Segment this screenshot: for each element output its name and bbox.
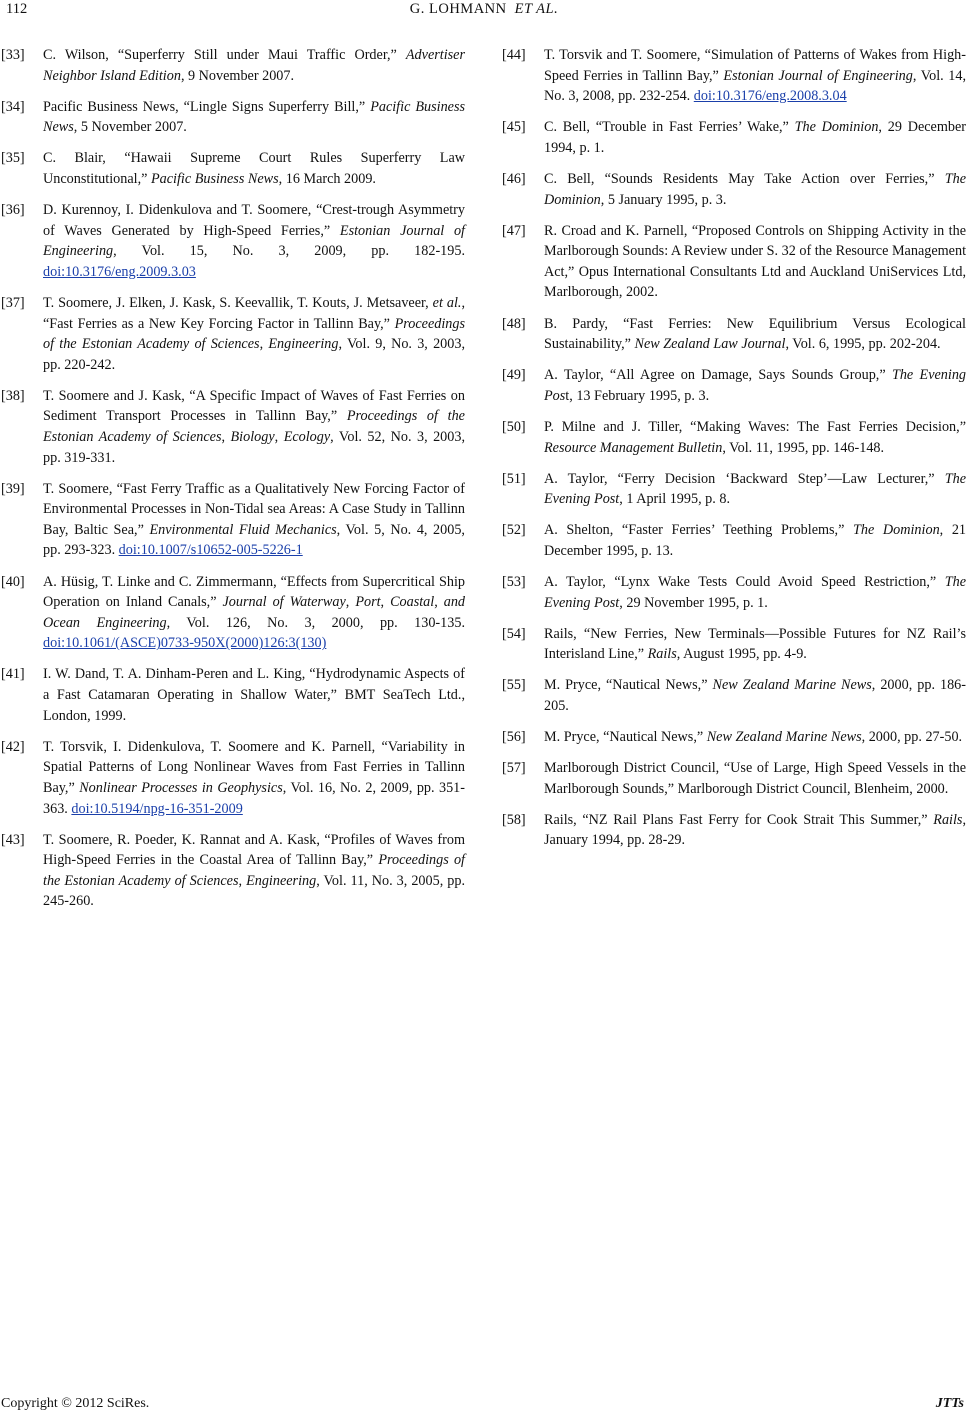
- reference-segment: , 21 December 1995, p. 13.: [544, 522, 966, 559]
- reference-segment: I. W. Dand, T. A. Dinham-Peren and L. King, “Hydrodynamic Aspects of a Fast Catamaran Operating in Shallow Water,” BMT SeaTech Ltd., London, 1999.: [43, 666, 465, 724]
- reference-segment: R. Croad and K. Parnell, “Proposed Controls on Shipping Activity in the Marlborough Sounds: A Review under S. 32 of the Resource Management Act,” Opus International Consultants Ltd and Auckland UniServices Ltd, Marlborough, 2002.: [544, 222, 967, 301]
- reference-italic-title: Pacific Business News: [43, 98, 465, 136]
- reference-segment: , Vol. 5, No. 4, 2005, pp. 293-323.: [43, 521, 465, 559]
- reference-italic-title: Proceedings of the Estonian Academy of Sciences: [43, 852, 465, 889]
- reference-italic-title: The Dominion: [544, 170, 966, 208]
- reference-italic-title: The Dominion: [853, 522, 940, 539]
- reference-segment: C. Wilson, “Superferry Still under Maui Traffic Order,”: [43, 47, 406, 63]
- reference-number: [54]: [502, 625, 526, 642]
- page-number: 112: [6, 1, 28, 17]
- reference-text: [544, 365, 966, 406]
- reference-entry: [1, 148, 465, 189]
- reference-segment: A. Shelton, “Faster Ferries’ Teething Problems,”: [544, 522, 854, 539]
- reference-segment: , Vol. 126, No. 3, 2000, pp. 130-135.: [166, 614, 465, 631]
- reference-segment: , Vol. 52, No. 3, 2003, pp. 319-331.: [43, 429, 466, 466]
- reference-segment: ,: [221, 429, 231, 445]
- reference-italic-title: Rails: [933, 811, 963, 828]
- reference-entry: [1, 293, 465, 375]
- reference-text: [43, 479, 465, 561]
- reference-text: [544, 810, 966, 851]
- reference-text: [544, 117, 966, 158]
- reference-entry: [502, 221, 966, 303]
- reference-entry: [502, 758, 966, 799]
- reference-segment: , Vol. 14, No. 3, 2008, pp. 232-254.: [544, 67, 966, 105]
- reference-italic-title: Ecology: [283, 429, 331, 445]
- reference-segment: T. Torsvik and T. Soomere, “Simulation of Patterns of Wakes from High-Speed Ferries in Tallinn Bay,”: [544, 47, 966, 84]
- reference-italic-title: Pacific Business News: [150, 170, 279, 187]
- reference-segment: Rails, “New Ferries, New Terminals—Possible Futures for NZ Rail’s Interisland Line,”: [544, 625, 966, 663]
- reference-segment: , August 1995, pp. 4-9.: [676, 646, 807, 663]
- reference-number: [47]: [502, 222, 526, 239]
- running-head-etal: ET AL.: [514, 1, 559, 17]
- reference-italic-title: The Dominion: [794, 119, 879, 136]
- reference-segment: C. Blair, “Hawaii Supreme Court Rules Superferry Law Unconstitutional,”: [43, 150, 465, 187]
- reference-segment: A. Taylor, “Lynx Wake Tests Could Avoid Speed Restriction,”: [544, 573, 945, 590]
- reference-entry: [502, 314, 966, 355]
- reference-segment: T. Soomere, R. Poeder, K. Rannat and A. Kask, “Profiles of Waves from High-Speed Ferries in the Coastal Area of Tallinn Bay,”: [43, 831, 465, 869]
- reference-segment: Pacific Business News, “Lingle Signs Superferry Bill,”: [43, 98, 371, 115]
- reference-text: [43, 200, 465, 282]
- reference-entry: [502, 365, 966, 406]
- doi-link[interactable]: doi:10.3176/eng.2008.3.04: [693, 88, 847, 105]
- reference-segment: , Vol. 15, No. 3, 2009, pp. 182-195.: [113, 243, 465, 260]
- reference-segment: , Vol. 11, 1995, pp. 146-148.: [722, 439, 885, 456]
- reference-number: [56]: [502, 729, 526, 746]
- reference-text: [43, 293, 465, 375]
- reference-entry: [502, 469, 966, 510]
- references-right-column: [502, 45, 966, 862]
- reference-entry: [502, 45, 966, 107]
- reference-italic-title: Port: [355, 594, 381, 611]
- reference-italic-title: Coastal: [390, 594, 435, 611]
- reference-segment: , 9 November 2007.: [180, 67, 295, 84]
- reference-italic-title: Rails: [647, 646, 677, 663]
- reference-entry: [502, 117, 966, 158]
- reference-segment: , 5 January 1995, p. 3.: [600, 191, 727, 208]
- reference-segment: Marlborough District Council, “Use of Large, High Speed Vessels in the Marlborough Sounds,” Marlborough District Council, Blenheim, 2000.: [544, 760, 966, 797]
- reference-number: [39]: [1, 480, 25, 497]
- reference-segment: T. Soomere, J. Elken, J. Kask, S. Keevallik, T. Kouts, J. Metsaveer,: [43, 294, 433, 311]
- reference-number: [34]: [1, 98, 25, 115]
- reference-entry: [1, 664, 465, 726]
- reference-segment: , 29 December 1994, p. 1.: [544, 119, 966, 156]
- reference-number: [55]: [502, 677, 526, 694]
- running-head: [0, 1, 968, 18]
- reference-segment: C. Bell, “Trouble in Fast Ferries’ Wake,”: [544, 119, 795, 136]
- reference-text: [544, 675, 966, 716]
- reference-text: [43, 664, 465, 726]
- reference-entry: [1, 572, 465, 654]
- reference-segment: , Vol. 16, No. 2, 2009, pp. 351-363.: [43, 779, 465, 817]
- reference-text: [43, 737, 465, 819]
- reference-italic-title: Resource Management Bulletin: [544, 439, 723, 456]
- reference-text: [544, 520, 966, 561]
- reference-segment: , Vol. 6, 1995, pp. 202-204.: [785, 336, 941, 353]
- reference-entry: [502, 169, 966, 210]
- reference-number: [44]: [502, 47, 526, 63]
- reference-italic-title: Estonian Journal of Engineering: [43, 222, 466, 260]
- reference-number: [51]: [502, 470, 526, 487]
- reference-entry: [1, 386, 465, 468]
- reference-number: [41]: [1, 666, 25, 683]
- reference-segment: B. Pardy, “Fast Ferries: New Equilibrium Versus Ecological Sustainability,”: [544, 315, 966, 353]
- reference-italic-title: New Zealand Marine News: [712, 677, 872, 694]
- reference-italic-title: Proceedings of the Estonian Academy of Sciences: [43, 408, 465, 445]
- reference-number: [42]: [1, 738, 25, 755]
- references-left-column: [1, 45, 465, 922]
- reference-segment: M. Pryce, “Nautical News,”: [544, 677, 713, 694]
- reference-segment: t, 13 February 1995, p. 3.: [565, 387, 710, 404]
- reference-segment: ,: [274, 429, 284, 445]
- reference-text: [43, 45, 465, 86]
- reference-entry: [1, 200, 465, 282]
- reference-entry: [502, 727, 966, 748]
- reference-text: [43, 97, 465, 138]
- running-head-authors: G. LOHMANN: [409, 1, 507, 17]
- reference-text: [43, 830, 465, 912]
- doi-link[interactable]: doi:10.3176/eng.2009.3.03: [43, 263, 196, 280]
- journal-abbrev: JTTs: [935, 1396, 964, 1411]
- reference-entry: [1, 45, 465, 86]
- reference-text: [544, 417, 966, 458]
- reference-entry: [1, 479, 465, 561]
- reference-italic-title: Biology: [230, 429, 275, 445]
- reference-segment: T. Soomere and J. Kask, “A Specific Impact of Waves of Fast Ferries on Sediment Transport Processes in Tallinn Bay,”: [43, 387, 465, 425]
- reference-segment: T. Torsvik, I. Didenkulova, T. Soomere and K. Parnell, “Variability in Spatial Patterns of Long Nonlinear Waves from Fast Ferries in Tallinn Bay,”: [43, 738, 465, 796]
- reference-entry: [502, 624, 966, 665]
- reference-italic-title: Nonlinear Processes in Geophysics: [79, 779, 283, 796]
- reference-entry: [502, 810, 966, 851]
- reference-segment: A. Taylor, “Ferry Decision ‘Backward Step’—Law Lecturer,”: [544, 470, 945, 487]
- reference-italic-title: Proceedings of the Estonian Academy of Sciences: [43, 315, 465, 353]
- reference-number: [40]: [1, 573, 25, 590]
- reference-entry: [502, 572, 966, 613]
- reference-entry: [1, 737, 465, 819]
- reference-entry: [1, 97, 465, 138]
- reference-italic-title: and Ocean Engineering: [43, 594, 466, 631]
- reference-segment: , 16 March 2009.: [278, 170, 376, 187]
- reference-text: [544, 221, 966, 303]
- reference-number: [45]: [502, 119, 526, 136]
- reference-segment: T. Soomere, “Fast Ferry Traffic as a Qualitatively New Forcing Factor of Environmental Processes in Non-Tidal sea Areas: A Case Study in Tallinn Bay, Baltic Sea,”: [43, 480, 465, 538]
- reference-number: [48]: [502, 315, 526, 332]
- reference-number: [33]: [1, 47, 25, 63]
- reference-number: [52]: [502, 522, 526, 539]
- reference-text: [544, 45, 966, 107]
- reference-number: [37]: [1, 294, 25, 311]
- reference-italic-title: The Evening Pos: [544, 367, 967, 404]
- reference-number: [49]: [502, 367, 526, 384]
- reference-segment: , January 1994, pp. 28-29.: [544, 811, 966, 849]
- reference-number: [46]: [502, 170, 526, 187]
- doi-link[interactable]: doi:10.1061/(ASCE)0733-950X(2000)126:3(130): [43, 635, 327, 652]
- reference-text: [43, 148, 465, 189]
- reference-italic-title: Engineering: [268, 336, 339, 353]
- reference-text: [544, 314, 966, 355]
- reference-segment: D. Kurennoy, I. Didenkulova and T. Soomere, “Crest-trough Asymmetry of Waves Generated by High-Speed Ferries,”: [43, 202, 465, 239]
- reference-segment: ,: [380, 594, 391, 611]
- reference-segment: , 5 November 2007.: [73, 119, 187, 136]
- reference-segment: A. Hüsig, T. Linke and C. Zimmermann, “Effects from Supercritical Ship Operation on Inland Canals,”: [43, 573, 465, 611]
- reference-segment: , 1 April 1995, p. 8.: [619, 491, 731, 508]
- reference-segment: ,: [238, 872, 247, 889]
- reference-number: [53]: [502, 573, 526, 590]
- reference-text: [544, 758, 966, 799]
- reference-italic-title: et al.: [432, 294, 462, 311]
- reference-segment: , Vol. 11, No. 3, 2005, pp. 245-260.: [43, 872, 466, 910]
- copyright-footer: Copyright © 2012 SciRes.: [1, 1396, 150, 1411]
- reference-text: [544, 469, 966, 510]
- reference-italic-title: Environmental Fluid Mechanics: [149, 521, 337, 538]
- reference-entry: [502, 520, 966, 561]
- reference-segment: , 2000, pp. 27-50.: [861, 729, 963, 746]
- reference-entry: [1, 830, 465, 912]
- reference-segment: , 29 November 1995, p. 1.: [619, 594, 768, 611]
- reference-segment: ,: [345, 594, 356, 611]
- reference-segment: , Vol. 9, No. 3, 2003, pp. 220-242.: [43, 336, 465, 373]
- reference-segment: ,: [259, 336, 269, 353]
- reference-text: [544, 169, 966, 210]
- reference-number: [35]: [1, 150, 25, 167]
- reference-italic-title: Advertiser Neighbor Island Edition: [43, 47, 465, 84]
- reference-segment: A. Taylor, “All Agree on Damage, Says Sounds Group,”: [544, 367, 892, 384]
- reference-italic-title: New Zealand Marine News: [706, 729, 862, 746]
- reference-segment: M. Pryce, “Nautical News,”: [544, 729, 707, 746]
- doi-link[interactable]: doi:10.5194/npg-16-351-2009: [71, 800, 243, 817]
- reference-text: [544, 572, 966, 613]
- reference-italic-title: New Zealand Law Journal: [634, 336, 786, 353]
- reference-segment: C. Bell, “Sounds Residents May Take Action over Ferries,”: [544, 170, 945, 187]
- reference-segment: , 2000, pp. 186-205.: [544, 677, 966, 714]
- reference-text: [544, 624, 966, 665]
- reference-text: [43, 386, 465, 468]
- reference-number: [36]: [1, 202, 25, 219]
- reference-segment: Rails, “NZ Rail Plans Fast Ferry for Cook Strait This Summer,”: [544, 811, 934, 828]
- reference-italic-title: Estonian Journal of Engineering: [723, 67, 913, 84]
- reference-segment: P. Milne and J. Tiller, “Making Waves: The Fast Ferries Decision,”: [544, 418, 966, 435]
- reference-entry: [502, 417, 966, 458]
- reference-number: [38]: [1, 387, 25, 404]
- reference-italic-title: The Evening Post: [544, 470, 966, 508]
- reference-text: [43, 572, 465, 654]
- reference-number: [58]: [502, 811, 526, 828]
- reference-number: [43]: [1, 831, 25, 848]
- reference-number: [50]: [502, 418, 526, 435]
- reference-entry: [502, 675, 966, 716]
- reference-italic-title: Journal of Waterway: [222, 594, 346, 611]
- reference-text: [544, 727, 966, 748]
- reference-segment: ,: [434, 594, 444, 611]
- doi-link[interactable]: doi:10.1007/s10652-005-5226-1: [118, 542, 303, 559]
- reference-number: [57]: [502, 760, 526, 777]
- reference-italic-title: Engineering: [246, 872, 317, 889]
- reference-italic-title: The Evening Post: [544, 573, 966, 611]
- reference-segment: , “Fast Ferries as a New Key Forcing Factor in Tallinn Bay,”: [43, 294, 465, 332]
